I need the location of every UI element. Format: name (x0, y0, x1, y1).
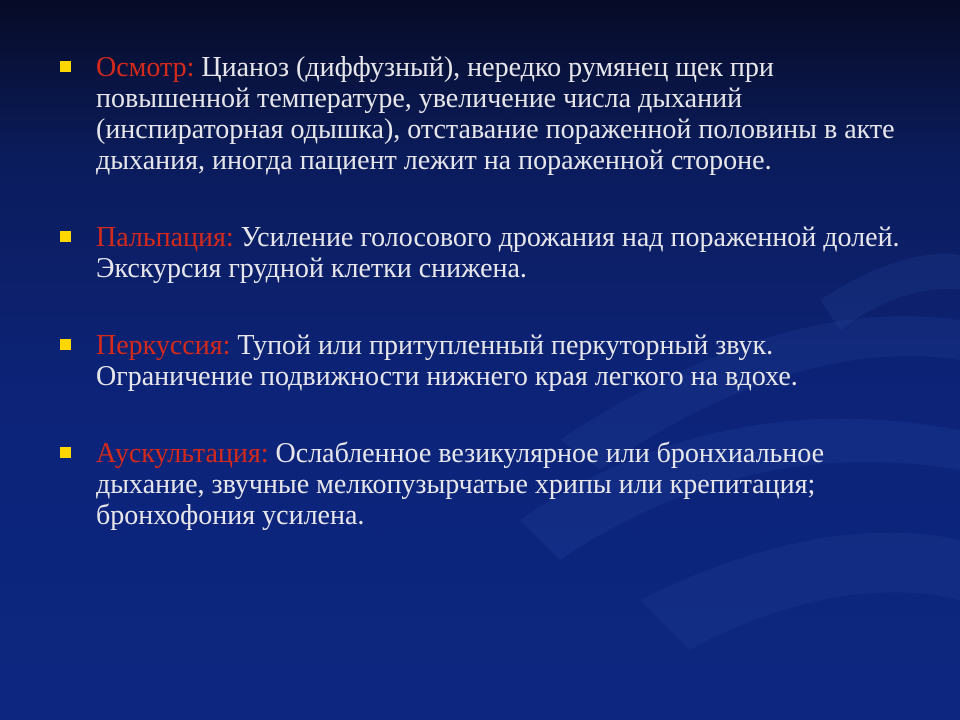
text-palpation: Усиление голосового дрожания над пораженной долей. Экскурсия грудной клетки снижена. (96, 222, 900, 284)
square-bullet-icon (60, 231, 71, 242)
bullet-item-inspection (58, 52, 908, 176)
term-auscultation: Аускультация: (96, 438, 269, 469)
term-percussion: Перкуссия: (96, 330, 231, 361)
text-inspection: Цианоз (диффузный), нередко румянец щек при повышенной температуре, увеличение числа дыханий (инспираторная одышка), отставание пораженной половины в акте дыхания, иногда пациент лежит на пораженной стороне. (96, 52, 895, 176)
text-auscultation: Ослабленное везикулярное или бронхиальное дыхание, звучные мелкопузырчатые хрипы или крепитация; бронхофония усилена. (96, 438, 825, 531)
bullet-item-percussion (58, 330, 908, 392)
bullet-item-auscultation (58, 438, 908, 531)
term-palpation: Пальпация: (96, 222, 234, 253)
term-inspection: Осмотр: (96, 52, 195, 83)
square-bullet-icon (60, 61, 71, 72)
square-bullet-icon (60, 447, 71, 458)
bullet-list (58, 52, 908, 577)
bullet-item-palpation (58, 222, 908, 284)
square-bullet-icon (60, 339, 71, 350)
text-percussion: Тупой или притупленный перкуторный звук. Ограничение подвижности нижнего края легкого на вдохе. (96, 330, 798, 392)
